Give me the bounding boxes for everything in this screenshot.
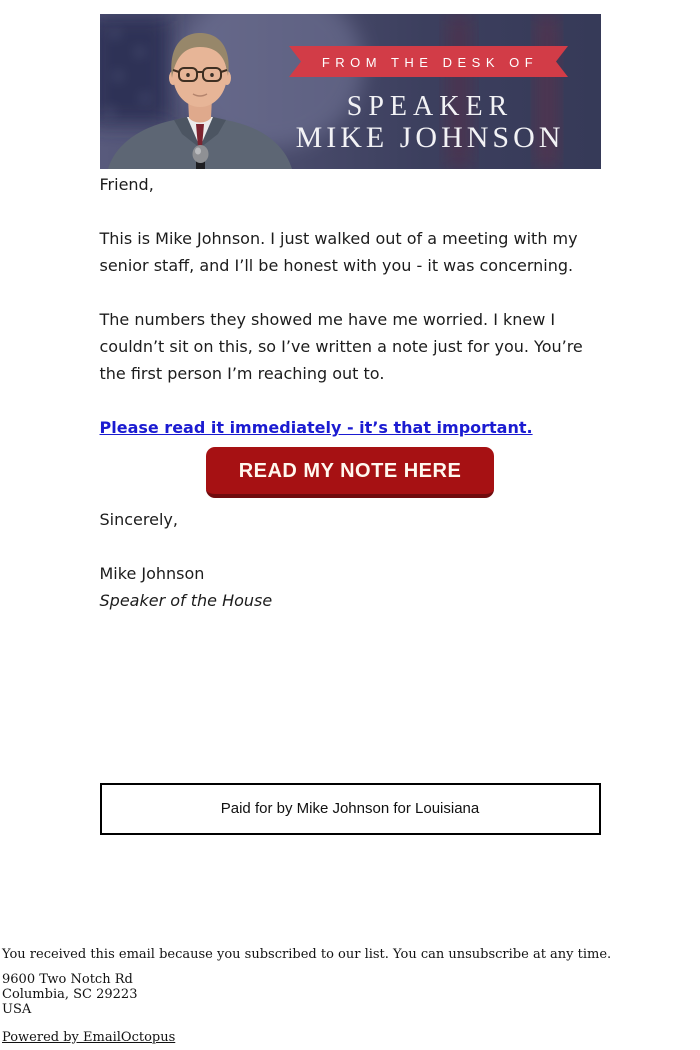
paid-for-disclaimer-box [100, 783, 601, 835]
email-footer [0, 947, 700, 1046]
paragraph-2: The numbers they showed me have me worried. I knew I couldn’t sit on this, so I’ve written a note just for you. You’re the first person I’m reaching out to. [99, 310, 583, 383]
header-title-line2: MIKE JOHNSON [295, 121, 564, 154]
whitespace-spacer [100, 614, 601, 783]
banner-label: FROM THE DESK OF [321, 55, 538, 70]
read-note-button[interactable]: READ MY NOTE HERE [206, 447, 495, 498]
link-line [100, 414, 601, 441]
read-note-link[interactable]: Please read it immediately - it’s that important. [99, 418, 533, 437]
cta-row [100, 447, 601, 498]
email-copy [100, 171, 601, 835]
disclaimer-text: Paid for by Mike Johnson for Louisiana [220, 800, 480, 817]
signature-title: Speaker of the House [99, 591, 273, 610]
address-line-1: 9600 Two Notch Rd [2, 972, 133, 987]
powered-by-line [2, 1030, 700, 1046]
signature-name: Mike Johnson [99, 564, 205, 583]
header-illustration [100, 14, 601, 169]
signature-block [100, 560, 601, 614]
unsubscribe-note: You received this email because you subscribed to our list. You can unsubscribe at any time. [2, 947, 612, 962]
paragraph-1: This is Mike Johnson. I just walked out of a meeting with my senior staff, and I’ll be honest with you - it was concerning. [99, 229, 578, 275]
address-line-3: USA [2, 1002, 32, 1017]
header-banner-image[interactable] [100, 14, 601, 169]
sender-address [2, 972, 700, 1017]
closing: Sincerely, [99, 510, 178, 529]
email-body-container [100, 0, 601, 835]
greeting: Friend, [99, 175, 154, 194]
address-line-2: Columbia, SC 29223 [2, 987, 138, 1002]
powered-by-link[interactable]: Powered by EmailOctopus [2, 1030, 176, 1045]
header-title-line1: SPEAKER [346, 91, 513, 122]
